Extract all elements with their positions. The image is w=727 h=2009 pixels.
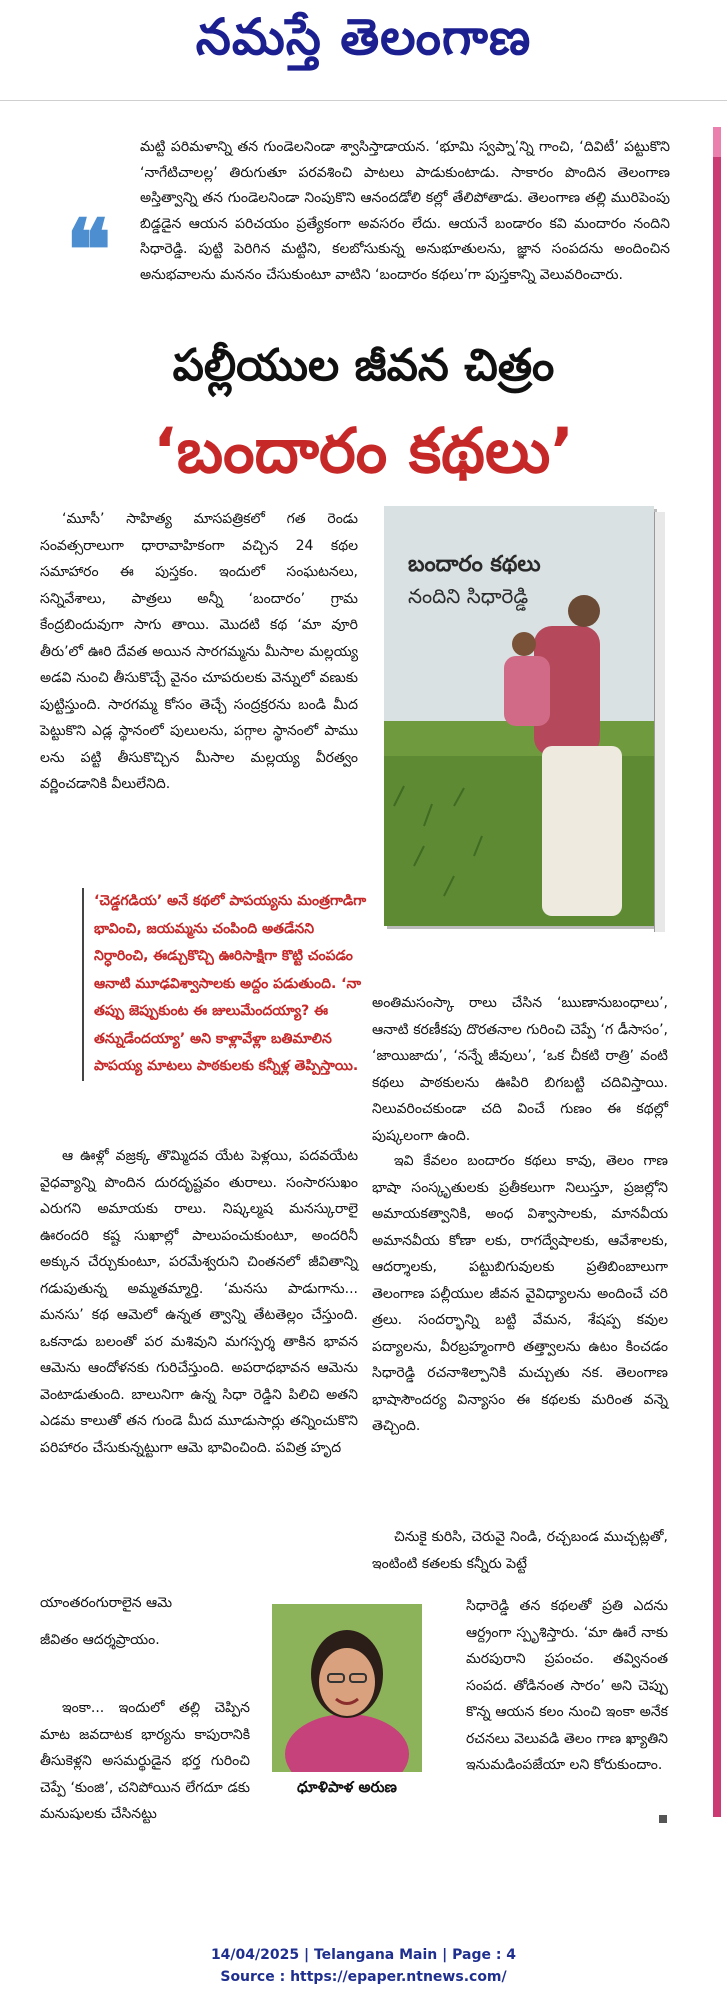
author-portrait <box>272 1604 422 1772</box>
book-cover-title: బందారం కథలు <box>408 552 541 577</box>
article-column-2-end <box>466 1593 668 1789</box>
article-column-1-tail <box>40 1590 270 1663</box>
footer-source-link[interactable]: Source : https://epaper.ntnews.com/ <box>220 1969 507 1985</box>
article-paragraph: చినుకై కురిసి, చెరువై నిండి, రచ్చబండ ముచ్చట్లతో, ఇంటింటి కతలకు కన్నీరు పెట్టే <box>372 1529 668 1572</box>
headline-subtitle: పల్లీయుల జీవన చిత్రం <box>172 340 555 391</box>
article-column-1-lower <box>40 1143 358 1471</box>
article-column-2-top <box>372 990 668 1159</box>
author-photo <box>272 1604 422 1772</box>
article-line: జీవితం ఆదర్శప్రాయం. <box>40 1631 160 1648</box>
article-column-2-middle <box>372 1148 668 1450</box>
newspaper-logo: నమస్తే తెలంగాణ <box>195 8 532 66</box>
article-paragraph: ఆ ఊళ్లో వజ్రక్క తొమ్మిదవ యేట పెళ్లయి, పదవయేట వైధవ్యాన్ని పొందిన దురదృష్టవం తురాలు. సంసారసుఖం ఎరుగని అమాయకు రాలు. నిష్కల్మష మనస్కురాలై ఊరందరి కష్ట సుఖాల్లో పాలుపంచుకుంటూ, అందరినీ అక్కున చేర్చుకుంటూ, పరమేశ్వరుని చింతనలో జీవితాన్ని గడుపుతున్న అమ్మతమ్మార్తి. ‘మనసు పాడుగాను... మనసు’ కథ ఆమెలో ఉన్నత త్వాన్ని తేటతెల్లం చేస్తుంది. ఒకనాడు బలంతో పర మశివుని మగస్పర్శ తాకిన భావన ఆమెను ఆందోళనకు గురిచేస్తుంది. అపరాధభావన ఆమెను వెంటాడుతుంది. బాలునిగా ఉన్న సిధా రెడ్డిని పిలిచి అతని ఎడమ కాలుతో తన గుండె మీద మూడుసార్లు తన్నించుకొని పరిహారం చేసుకున్నట్టుగా ఆమె భావించింది. పవిత్ర హృద <box>40 1148 358 1456</box>
article-line: యాంతరంగురాలైన ఆమె <box>40 1595 173 1611</box>
article-end-mark <box>659 1815 667 1823</box>
article-paragraph: ‘మూసీ’ సాహిత్య మాసపత్రికలో గత రెండు సంవత్సరాలుగా ధారావాహికంగా వచ్చిన 24 కథల సమాహారం ఈ పుస్తకం. ఇందులో సంఘటనలు, సన్నివేశాలు, పాత్రలు అన్నీ ‘బందారం’ గ్రామ కేంద్రబిందువుగా సాగు తాయి. మొదటి కథ ‘మా వూరి తీరు’లో ఊరి దేవత అయిన సారగమ్మను మీసాల మల్లయ్య అడవి నుంచి తీసుకొచ్చే వైనం చూపరులకు వెన్నులో వణుకు పుట్టిస్తుంది. సారగమ్మ కోసం తెచ్చే సంద్రక్రరను బండి మీద పెట్టుకొని ఎడ్ల స్థానంలో పులులను, పగ్గాల స్థానంలో పాము లను పట్టి తీసుకొచ్చిన మీసాల మల్లయ్య వీరత్వం వర్ణించడానికి వీలులేనిది. <box>40 511 358 792</box>
masthead <box>0 0 727 101</box>
article-column-1-bottom <box>40 1695 250 1838</box>
author-byline: ధూళిపాళ అరుణ <box>297 1778 397 1796</box>
footer-edition-info: 14/04/2025 | Telangana Main | Page : 4 <box>210 1947 517 1963</box>
article-column-1 <box>40 506 358 808</box>
article-paragraph: సిధారెడ్డి తన కథలతో ప్రతి ఎదను ఆర్ద్రంగా స్పృశిస్తారు. ‘మా ఊరే నాకు మరపురాని ప్రపంచం. తవ్వినంత సంపద. తోడినంత సారం’ అని చెప్పు కొన్న ఆయన కలం నుంచి ఇంకా అనేక రచనలు వెలువడి తెలం గాణ ఖ్యాతిని ఇనుమడింపజేయా లని కోరుకుందాం. <box>466 1598 668 1773</box>
book-spine <box>654 512 665 932</box>
headline-title: ‘బందారం కథలు’ <box>153 414 574 487</box>
article-paragraph: అంతిమసంస్కా రాలు చేసిన ‘ఋణానుబంధాలు’, ఆనాటి కరణీకపు దొరతనాల గురించి చెప్పే ‘గ డీసాసం’, ‘జాయిజాదు’, ‘నన్నే జీవులు’, ‘ఒక చీకటి రాత్రి’ వంటి కథలు పాఠకులను ఊపిరి బిగబట్టి చదివిస్తాయి. నిలువరించకుండా చది వించే గుణం ఈ కథల్లో పుష్కలంగా ఉంది. <box>372 995 668 1144</box>
intro-paragraph: మట్టి పరిమళాన్ని తన గుండెలనిండా శ్వాసిస్తాడాయన. ‘భూమి స్వప్నా’న్ని గాంచి, ‘దివిటీ’ పట్టుకొని ‘నాగేటిచాలల్ల’ తిరుగుతూ పరవశించి పాటలు పాడుకుంటాడు. సాకారం పొందిన తెలంగాణ అస్తిత్వాన్ని తన గుండెలనిండా నింపుకొని ఆనందడోలి కల్లో తేలిపోతాడు. తెలంగాణ తల్లి మురిపెంపు బిడ్డడైన ఆయన పరిచయం ప్రత్యేకంగా అవసరం లేదు. ఆయనే బండారం కవి మందారం నందిని సిధారెడ్డి. పుట్టి పెరిగిన మట్టిని, కలబోసుకున్న అనుభూతులను, జ్ఞాన సంపదను అందించిన అనుభవాలను మననం చేసుకుంటూ వాటిని ‘బందారం కథలు’గా పుస్తకాన్ని వెలువరించారు. <box>140 139 670 283</box>
article-paragraph: ఇవి కేవలం బందారం కథలు కావు, తెలం గాణ భాషా సంస్కృతులకు ప్రతీకలుగా నిలుస్తూ, ప్రజల్లోని అమాయకత్వానికి, అంధ విశ్వాసాలకు, మానవీయ అమానవీయ కోణా లకు, రాగద్వేషాలకు, ఆవేశాలకు, ఆదర్శాలకు, పట్టుబిగువులకు ప్రతిబింబాలుగా తెలంగాణ పల్లీయుల జీవన వైవిధ్యాలను అందించే చరి త్రలు. సందర్భాన్ని బట్టి వేమన, శేషప్ప కవుల పద్యాలను, వీరబ్రహ్మంగారి తత్త్వాలను ఉటం కించడం సిధారెడ్డి రచనాశిల్పానికి మచ్చుతు నక. తెలంగాణ భాషాసౌందర్య విన్యాసం ఈ కథలకు మరింత వన్నె తెచ్చింది. <box>372 1153 668 1434</box>
article-column-2-bottom <box>372 1524 668 1587</box>
pull-quote: ‘చెడ్డగడియ’ అనే కథలో పాపయ్యను మంత్రగాడిగా భావించి, జయమ్మను చంపింది అతడేనని నిర్ధారించి, ఈడ్చుకొచ్చి ఊరిసాక్షిగా కొట్టి చంపడం ఆనాటి మూఢవిశ్వాసాలకు అద్దం పడుతుంది. ‘నా తప్పు జెప్పుకుంట ఈ జులుమేందయ్యా? ఈ తన్నుడేందయ్యా’ అని కాళ్లావేళ్లా బతిమాలిన పాపయ్య మాటలు పాఠకులకు కన్నీళ్ల తెప్పిస్తాయి. <box>82 888 368 1081</box>
page-footer <box>0 1944 727 1988</box>
book-cover-author: నందిని సిధారెడ్డి <box>408 584 529 608</box>
quote-icon: ❝ <box>66 200 112 299</box>
article-paragraph: ఇంకా... ఇందులో తల్లి చెప్పిన మాట జవదాటక భార్యను కాపురానికి తీసుకెళ్లని అసమర్థుడైన భర్త గురించి చెప్పే ‘కుంజి’, చనిపోయిన లేగదూ డకు మనుషులకు చేసినట్టు <box>40 1700 250 1822</box>
book-cover-image <box>384 506 654 926</box>
